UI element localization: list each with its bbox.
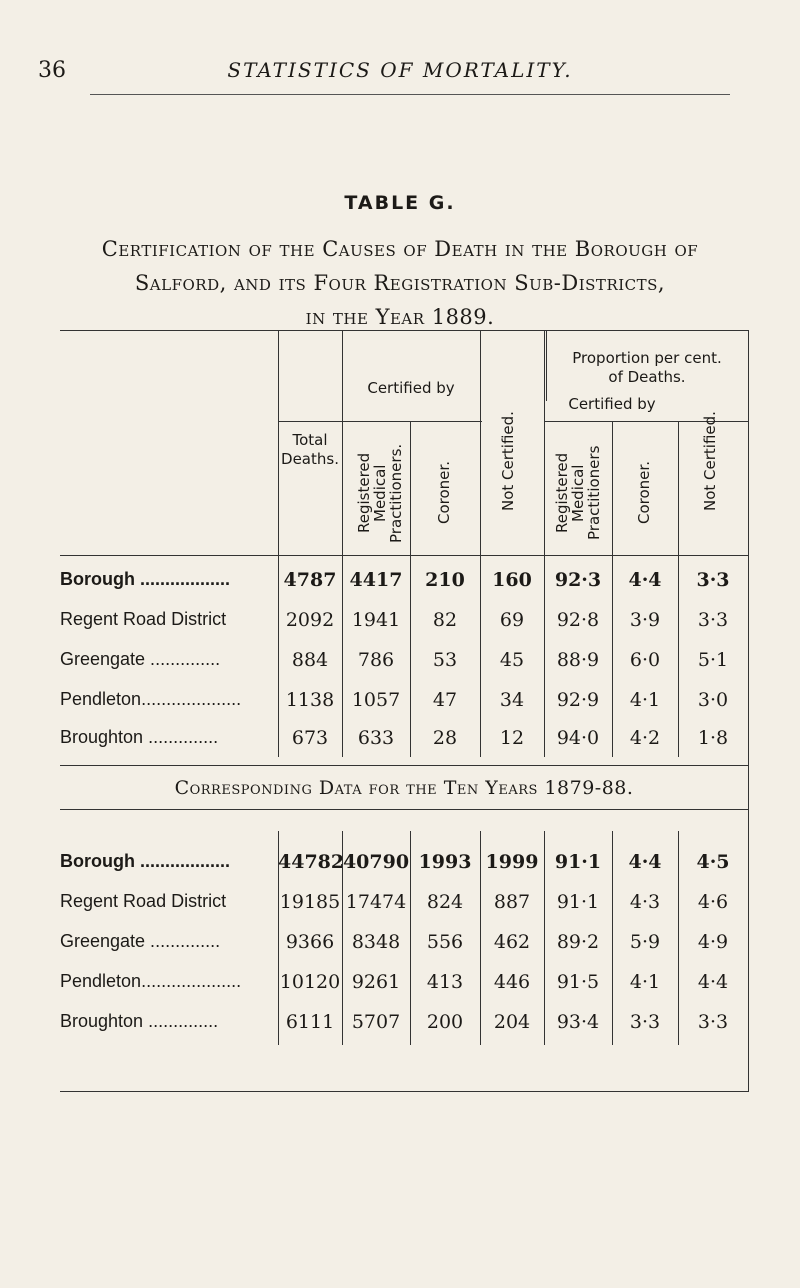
total-deaths-value: 1138: [285, 689, 335, 711]
column-divider: [612, 421, 613, 561]
coroner-value: 210: [425, 569, 465, 591]
pct-not-certified-value: 3·0: [697, 689, 729, 711]
pct-registered-value: 92·3: [554, 569, 602, 591]
registered-practitioners-header: Registered Medical Practitioners.: [355, 443, 405, 543]
pct-coroner-value: 6·0: [629, 649, 661, 671]
district-name: Borough ..................: [60, 569, 230, 589]
total-deaths-value: 884: [291, 649, 329, 671]
pct-registered-value: 92·9: [556, 689, 600, 711]
registered-value: 17474: [345, 891, 407, 913]
prop-coroner-header: Coroner.: [635, 461, 653, 525]
table-caption: [60, 232, 740, 334]
pct-not-certified-value: 3·3: [696, 569, 730, 591]
coroner-value: 1993: [418, 851, 472, 873]
coroner-value: 28: [432, 727, 458, 749]
column-divider: [678, 831, 679, 1045]
not-certified-value: 1999: [485, 851, 539, 873]
column-divider: [410, 421, 411, 561]
total-deaths-header: [278, 431, 342, 469]
coroner-value: 824: [426, 891, 464, 913]
coroner-value: 556: [426, 931, 464, 953]
pct-coroner-value: 4·4: [628, 569, 662, 591]
column-divider: [410, 561, 411, 757]
header-text: of Deaths.: [608, 368, 686, 386]
not-certified-value: 462: [493, 931, 531, 953]
column-divider: [612, 561, 613, 757]
not-certified-value: 69: [499, 609, 525, 631]
running-head: STATISTICS OF MORTALITY.: [227, 58, 573, 82]
column-divider: [480, 331, 481, 561]
pct-coroner-value: 5·9: [629, 931, 661, 953]
column-divider: [678, 561, 679, 757]
pct-registered-value: 91·1: [554, 851, 602, 873]
prop-not-certified-header: Not Certified.: [701, 411, 719, 511]
not-certified-value: 446: [493, 971, 531, 993]
column-divider: [544, 831, 545, 1045]
district-name: Regent Road District: [60, 609, 227, 629]
pct-not-certified-value: 4·5: [696, 851, 730, 873]
header-bottom-rule: [60, 555, 748, 556]
header-text: Deaths.: [281, 450, 339, 468]
pct-not-certified-value: 5·1: [697, 649, 729, 671]
total-deaths-value: 4787: [283, 569, 337, 591]
district-name: Broughton ..............: [60, 727, 219, 747]
not-certified-value: 12: [499, 727, 525, 749]
coroner-value: 413: [426, 971, 464, 993]
header-rule: [90, 94, 730, 95]
registered-value: 786: [357, 649, 395, 671]
column-divider: [612, 831, 613, 1045]
pct-registered-value: 89·2: [556, 931, 600, 953]
registered-value: 8348: [351, 931, 401, 953]
pct-registered-value: 93·4: [556, 1011, 600, 1033]
pct-not-certified-value: 4·9: [697, 931, 729, 953]
caption-line: Salford, and its Four Registration Sub-Districts,: [134, 271, 666, 295]
column-divider: [544, 331, 545, 561]
coroner-value: 53: [432, 649, 458, 671]
registered-value: 1057: [351, 689, 401, 711]
column-divider: [480, 561, 481, 757]
pct-not-certified-value: 4·4: [697, 971, 729, 993]
column-divider: [278, 561, 279, 757]
section-rule: [60, 809, 748, 810]
page-number: 36: [38, 58, 66, 83]
not-certified-value: 34: [499, 689, 525, 711]
coroner-header: Coroner.: [435, 461, 453, 525]
column-divider: [544, 561, 545, 757]
district-name: Greengate ..............: [60, 649, 221, 669]
registered-value: 4417: [349, 569, 403, 591]
header-text: Proportion per cent.: [572, 349, 722, 367]
table-label: TABLE G.: [344, 192, 456, 214]
not-certified-value: 45: [499, 649, 525, 671]
caption-line: in the Year 1889.: [305, 305, 495, 329]
column-divider: [410, 831, 411, 1045]
pct-registered-value: 91·5: [556, 971, 600, 993]
mortality-table: [60, 330, 749, 1092]
total-deaths-value: 6111: [285, 1011, 335, 1033]
pct-coroner-value: 4·2: [629, 727, 661, 749]
pct-coroner-value: 4·1: [629, 689, 661, 711]
registered-value: 633: [357, 727, 395, 749]
total-deaths-value: 2092: [285, 609, 335, 631]
total-deaths-value: 673: [291, 727, 329, 749]
district-name: Borough ..................: [60, 851, 230, 871]
section-caption: Corresponding Data for the Ten Years 1879-88.: [174, 777, 634, 799]
total-deaths-value: 44782: [278, 851, 345, 873]
registered-value: 40790: [342, 851, 410, 873]
pct-coroner-value: 4·4: [628, 851, 662, 873]
pct-registered-value: 94·0: [556, 727, 600, 749]
column-divider: [342, 831, 343, 1045]
certified-by-header: Certified by: [367, 379, 455, 397]
pct-registered-value: 88·9: [556, 649, 600, 671]
column-divider: [278, 831, 279, 1045]
coroner-value: 47: [432, 689, 458, 711]
district-name: Greengate ..............: [60, 931, 221, 951]
not-certified-value: 160: [492, 569, 532, 591]
pct-not-certified-value: 3·3: [697, 609, 729, 631]
column-divider: [480, 831, 481, 1045]
pct-coroner-value: 4·3: [629, 891, 661, 913]
row-divider: [278, 421, 482, 422]
pct-coroner-value: 4·1: [629, 971, 661, 993]
district-name: Pendleton....................: [60, 689, 242, 709]
pct-coroner-value: 3·9: [629, 609, 661, 631]
not-certified-value: 204: [493, 1011, 531, 1033]
header-text: Total: [292, 431, 328, 449]
coroner-value: 82: [432, 609, 458, 631]
total-deaths-value: 10120: [279, 971, 341, 993]
pct-not-certified-value: 4·6: [697, 891, 729, 913]
pct-not-certified-value: 1·8: [697, 727, 729, 749]
not-certified-header: Not Certified.: [499, 411, 517, 511]
caption-line: Certification of the Causes of Death in the Borough of: [101, 237, 699, 261]
pct-registered-value: 91·1: [556, 891, 600, 913]
district-name: Regent Road District: [60, 891, 227, 911]
total-deaths-value: 19185: [279, 891, 341, 913]
district-name: Broughton ..............: [60, 1011, 219, 1031]
total-deaths-value: 9366: [285, 931, 335, 953]
prop-registered-header: Registered Medical Practitioners: [553, 445, 603, 541]
pct-registered-value: 92·8: [556, 609, 600, 631]
coroner-value: 200: [426, 1011, 464, 1033]
pct-coroner-value: 3·3: [629, 1011, 661, 1033]
column-divider: [342, 331, 343, 561]
not-certified-value: 887: [493, 891, 531, 913]
prop-certified-by-header: Certified by: [568, 395, 656, 413]
registered-value: 9261: [351, 971, 401, 993]
registered-value: 5707: [351, 1011, 401, 1033]
column-divider: [342, 561, 343, 757]
district-name: Pendleton....................: [60, 971, 242, 991]
registered-value: 1941: [351, 609, 401, 631]
section-rule: [60, 765, 748, 766]
column-divider: [678, 421, 679, 561]
pct-not-certified-value: 3·3: [697, 1011, 729, 1033]
